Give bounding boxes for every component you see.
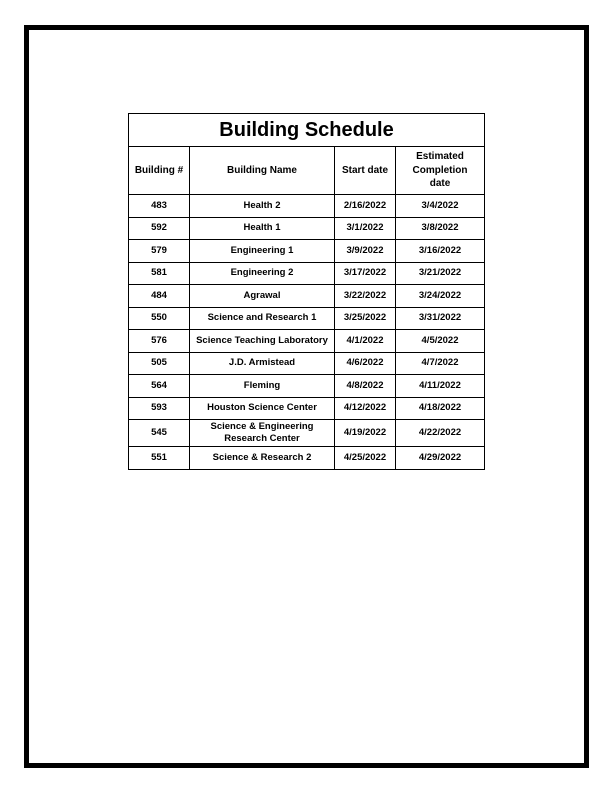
building-name: Science Teaching Laboratory: [190, 330, 335, 353]
building-number: 593: [129, 397, 190, 420]
completion-date: 3/8/2022: [396, 217, 485, 240]
table-row: [129, 195, 485, 218]
start-date: 3/9/2022: [335, 240, 396, 263]
building-number: 551: [129, 447, 190, 470]
start-date: 4/25/2022: [335, 447, 396, 470]
building-name: Health 2: [190, 195, 335, 218]
header-completion-line-2: Completion: [412, 164, 468, 176]
building-number: 505: [129, 352, 190, 375]
building-name-line-1: Science & Engineering: [210, 421, 314, 432]
completion-date: 3/21/2022: [396, 262, 485, 285]
completion-date: 4/18/2022: [396, 397, 485, 420]
table-row: [129, 352, 485, 375]
table-row: [129, 375, 485, 398]
start-date: 3/22/2022: [335, 285, 396, 308]
header-start-date: Start date: [335, 147, 396, 195]
building-name: Science & Research 2: [190, 447, 335, 470]
header-building-name: Building Name: [190, 147, 335, 195]
completion-date: 4/7/2022: [396, 352, 485, 375]
building-number: 576: [129, 330, 190, 353]
start-date: 4/8/2022: [335, 375, 396, 398]
start-date: 3/17/2022: [335, 262, 396, 285]
start-date: 4/19/2022: [335, 420, 396, 447]
table-title: Building Schedule: [129, 114, 485, 147]
building-number: 581: [129, 262, 190, 285]
building-name-line-2: Research Center: [224, 433, 300, 444]
building-name: Agrawal: [190, 285, 335, 308]
completion-date: 3/16/2022: [396, 240, 485, 263]
table-row: [129, 217, 485, 240]
building-name: Houston Science Center: [190, 397, 335, 420]
completion-date: 3/24/2022: [396, 285, 485, 308]
building-number: 579: [129, 240, 190, 263]
completion-date: 3/31/2022: [396, 307, 485, 330]
building-name: Engineering 1: [190, 240, 335, 263]
building-number: 545: [129, 420, 190, 447]
header-row: [129, 147, 485, 195]
table-row: [129, 262, 485, 285]
building-name: Health 1: [190, 217, 335, 240]
completion-date: 4/29/2022: [396, 447, 485, 470]
completion-date: 3/4/2022: [396, 195, 485, 218]
table-row: [129, 420, 485, 447]
table-row: [129, 285, 485, 308]
building-number: 483: [129, 195, 190, 218]
header-completion-line-3: date: [429, 178, 451, 190]
table-row: [129, 240, 485, 263]
building-name: Fleming: [190, 375, 335, 398]
building-number: 592: [129, 217, 190, 240]
building-schedule-table: [128, 113, 485, 470]
table-row: [129, 447, 485, 470]
start-date: 2/16/2022: [335, 195, 396, 218]
completion-date: 4/11/2022: [396, 375, 485, 398]
start-date: 4/12/2022: [335, 397, 396, 420]
table-row: [129, 330, 485, 353]
table-row: [129, 397, 485, 420]
completion-date: 4/22/2022: [396, 420, 485, 447]
building-number: 550: [129, 307, 190, 330]
building-name: Science and Research 1: [190, 307, 335, 330]
building-name: [190, 420, 335, 447]
header-building-number: Building #: [129, 147, 190, 195]
start-date: 3/25/2022: [335, 307, 396, 330]
building-number: 564: [129, 375, 190, 398]
start-date: 4/6/2022: [335, 352, 396, 375]
building-name: Engineering 2: [190, 262, 335, 285]
start-date: 3/1/2022: [335, 217, 396, 240]
completion-date: 4/5/2022: [396, 330, 485, 353]
header-completion-line-1: Estimated: [416, 151, 464, 163]
table-row: [129, 307, 485, 330]
building-number: 484: [129, 285, 190, 308]
building-name: J.D. Armistead: [190, 352, 335, 375]
start-date: 4/1/2022: [335, 330, 396, 353]
header-estimated-completion-date: [396, 147, 485, 195]
